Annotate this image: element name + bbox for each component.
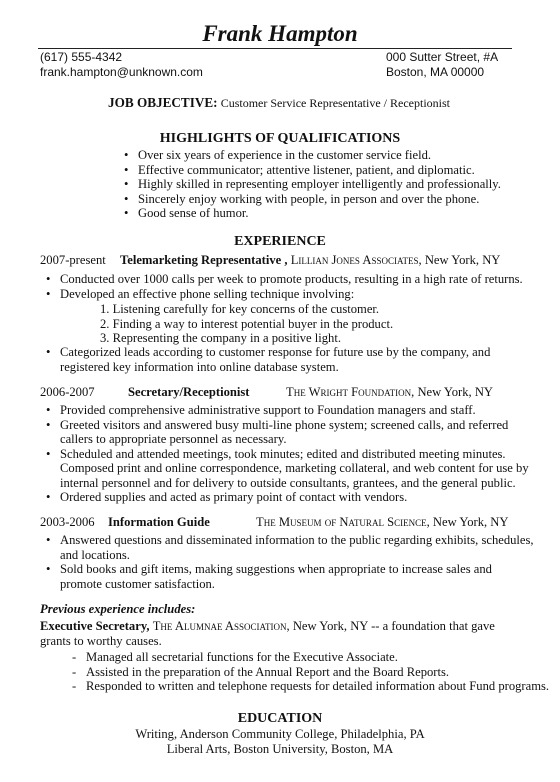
- list-item: [40, 562, 534, 591]
- line: callers to appropriate personnel as necessary.: [60, 432, 287, 446]
- job-employer: [286, 385, 493, 400]
- job-duties: [40, 272, 523, 301]
- job-years: 2006-2007: [40, 385, 95, 399]
- header-divider: [38, 48, 512, 49]
- line: Categorized leads according to customer response for future use by the company, and: [60, 345, 491, 359]
- job-company: Lillian Jones Associates,: [290, 253, 422, 267]
- job-location: New York, NY: [417, 385, 494, 399]
- education-heading: EDUCATION: [237, 711, 323, 726]
- list-item: [40, 447, 529, 491]
- job-description: -- a foundation that gave: [371, 619, 495, 633]
- line: Composed print and online correspondence, marketing collateral, and web content for use by: [60, 461, 529, 475]
- list-item: • Conducted over 1000 calls per week to promote products, resulting in a high rate of returns.: [40, 272, 523, 287]
- list-item: [40, 533, 534, 562]
- education-line: Writing, Anderson Community College, Philadelphia, PA: [135, 727, 425, 741]
- list-item: • Good sense of humor.: [118, 206, 501, 221]
- list-item: • Highly skilled in representing employer intelligently and professionally.: [118, 177, 501, 192]
- job-title: Information Guide: [108, 515, 210, 529]
- email-address: frank.hampton@unknown.com: [40, 65, 203, 79]
- job-objective: [108, 96, 450, 111]
- list-item: - Managed all secretarial functions for the Executive Associate.: [70, 650, 549, 665]
- highlights-heading: HIGHLIGHTS OF QUALIFICATIONS: [159, 131, 401, 146]
- street-address: 000 Sutter Street, #A: [386, 50, 499, 64]
- list-item: - Assisted in the preparation of the Annual Report and the Board Reports.: [70, 665, 549, 680]
- line: Answered questions and disseminated information to the public regarding exhibits, schedules,: [60, 533, 534, 547]
- list-item: 1. Listening carefully for key concerns of the customer.: [100, 302, 380, 316]
- list-item: [40, 345, 490, 374]
- list-item: - Responded to written and telephone requests for detailed information about Fund programs.: [70, 679, 549, 694]
- technique-steps: [100, 302, 393, 346]
- list-item: 3. Representing the company in a positive light.: [100, 331, 341, 345]
- job-duties: [40, 403, 529, 505]
- list-item: • Sincerely enjoy working with people, in person and over the phone.: [118, 192, 501, 207]
- job-company: The Wright Foundation,: [286, 385, 415, 399]
- job-employer: [256, 515, 508, 530]
- job-duties: [40, 345, 490, 374]
- job-title: Secretary/Receptionist: [128, 385, 250, 399]
- line: Scheduled and attended meetings, took minutes; edited and distributed meeting minutes.: [60, 446, 506, 461]
- line: Greeted visitors and answered busy multi-line phone system; screened calls, and referred: [60, 417, 509, 432]
- job-location: New York, NY: [292, 619, 368, 633]
- job-company: The Museum of Natural Science,: [256, 515, 430, 529]
- job-location: New York, NY: [432, 515, 509, 529]
- line: Provided comprehensive administrative support to Foundation managers and staff.: [60, 403, 476, 417]
- phone-number: (617) 555-4342: [40, 50, 123, 64]
- list-item: • Effective communicator; attentive listener, patient, and diplomatic.: [118, 163, 501, 178]
- list-item: • Over six years of experience in the customer service field.: [118, 148, 501, 163]
- line: Sold books and gift items, making suggestions when appropriate to increase sales and: [60, 562, 492, 576]
- list-item: • Developed an effective phone selling technique involving:: [40, 287, 523, 302]
- job-years: 2003-2006: [40, 515, 95, 529]
- previous-duties: [70, 650, 549, 694]
- experience-heading: EXPERIENCE: [234, 234, 326, 249]
- line: internal personnel and for delivery to outside consultants, grantees, and the general public.: [60, 475, 516, 490]
- job-title: Telemarketing Representative ,: [120, 253, 288, 267]
- previous-job-header: [40, 619, 495, 634]
- job-title: Executive Secretary,: [40, 619, 150, 633]
- job-location: New York, NY: [424, 253, 501, 267]
- candidate-name: Frank Hampton: [202, 21, 358, 46]
- line: promote customer satisfaction.: [60, 576, 215, 591]
- line: Ordered supplies and acted as primary point of contact with vendors.: [60, 490, 408, 504]
- city-address: Boston, MA 00000: [386, 65, 485, 79]
- previous-experience-heading: Previous experience includes:: [40, 602, 196, 616]
- education-line: Liberal Arts, Boston University, Boston, MA: [166, 742, 394, 756]
- job-company: The Alumnae Association,: [152, 619, 290, 633]
- job-header: [120, 253, 500, 268]
- list-item: [40, 403, 529, 418]
- list-item: 2. Finding a way to interest potential buyer in the product.: [100, 316, 394, 331]
- job-duties: [40, 533, 534, 591]
- list-item: [40, 490, 529, 505]
- job-years: 2007-present: [40, 253, 106, 267]
- list-item: [40, 418, 529, 447]
- objective-text: Customer Service Representative / Receptionist: [220, 96, 450, 110]
- objective-label: JOB OBJECTIVE:: [108, 95, 218, 110]
- line: and locations.: [60, 547, 130, 562]
- highlights-list: [118, 148, 501, 221]
- line: registered key information into online database system.: [60, 359, 339, 374]
- job-description-cont: grants to worthy causes.: [40, 634, 162, 648]
